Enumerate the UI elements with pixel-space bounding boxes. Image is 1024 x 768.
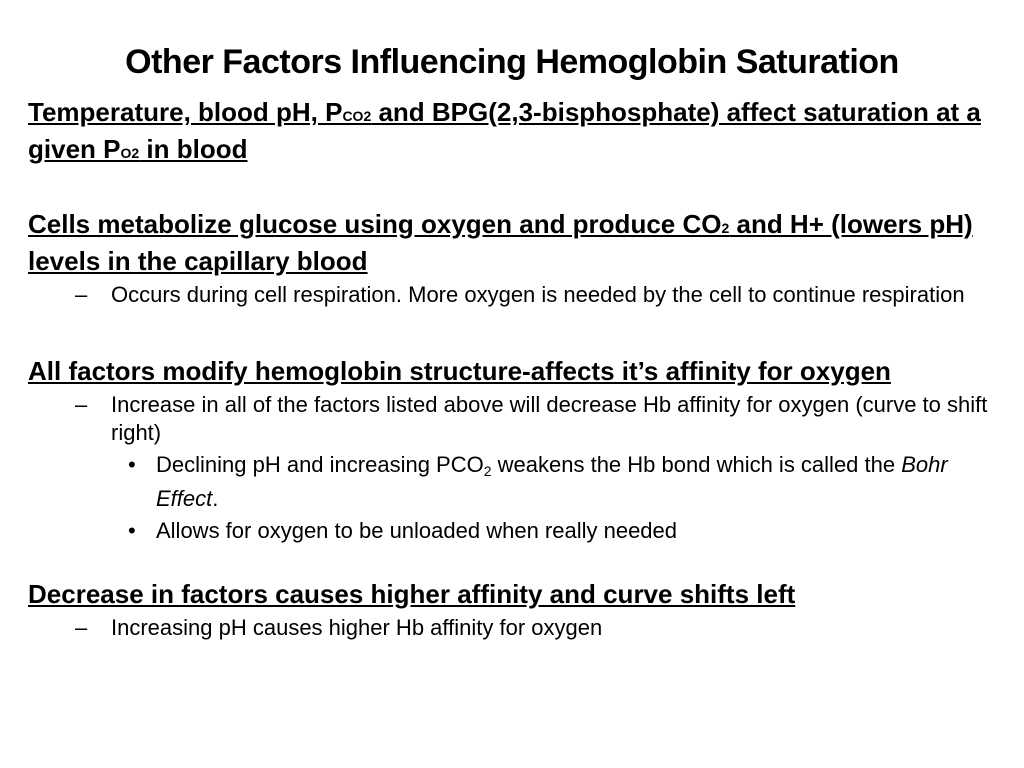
list-item-cell-respiration: – Occurs during cell respiration. More oxygen is needed by the cell to continue respiration [75, 282, 965, 307]
list-item-bohr-effect: • Declining pH and increasing PCO2 weakens the Hb bond which is called the Bohr Effect. [128, 452, 948, 511]
slide-content [28, 96, 998, 642]
heading-temperature-factors: Temperature, blood pH, PCO2 and BPG(2,3-bisphosphate) affect saturation at a given PO2 in blood [28, 97, 981, 164]
bullet-marker: • [128, 452, 136, 477]
heading-all-factors: All factors modify hemoglobin structure-affects it’s affinity for oxygen [28, 356, 891, 386]
list-item-increase-factors: – Increase in all of the factors listed above will decrease Hb affinity for oxygen (curve to shift right) [75, 392, 988, 445]
bullet-marker: • [128, 518, 136, 543]
heading-cell-metabolism: Cells metabolize glucose using oxygen and produce CO2 and H+ (lowers pH) levels in the capillary blood [28, 209, 973, 276]
dash-marker: – [75, 392, 88, 417]
heading-decrease-factors: Decrease in factors causes higher affinity and curve shifts left [28, 579, 796, 609]
slide-title: Other Factors Influencing Hemoglobin Saturation [125, 43, 899, 81]
dash-marker: – [75, 615, 88, 640]
list-item-oxygen-unloaded: • Allows for oxygen to be unloaded when really needed [128, 518, 678, 543]
dash-marker: – [75, 282, 88, 307]
list-item-increasing-ph: – Increasing pH causes higher Hb affinity for oxygen [75, 615, 603, 640]
bohr-effect-term: Bohr Effect [156, 452, 948, 511]
